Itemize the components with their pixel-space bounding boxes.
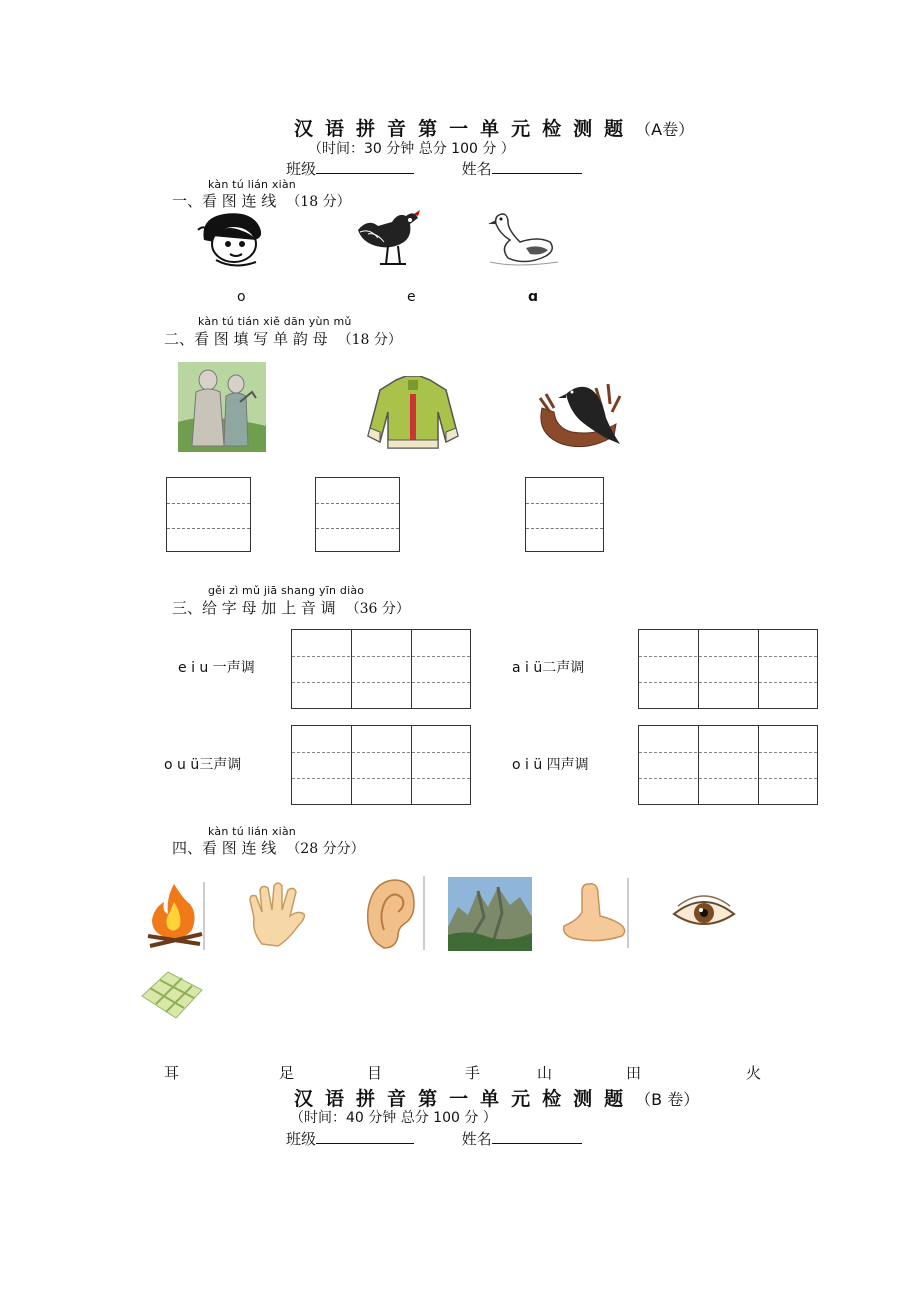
section1-score: （18 分）	[286, 194, 351, 210]
paper-a-tag: （A卷）	[635, 120, 695, 139]
section2-heading-text: 二、看 图 填 写 单 韵 母	[164, 330, 328, 348]
crow-nest-icon	[536, 378, 622, 452]
letter-a: ɑ	[528, 289, 539, 305]
paper-a-title-char: 测	[573, 118, 593, 140]
letter-e: e	[407, 289, 416, 305]
field-icon	[138, 966, 206, 1026]
section4-score: （28 分分）	[286, 841, 365, 857]
section2-heading	[164, 328, 402, 349]
tone-label-2: a i ü二声调	[512, 660, 585, 676]
section1-heading	[172, 190, 351, 211]
ear-icon	[358, 874, 426, 952]
fire-icon	[144, 880, 206, 952]
paper-a-class-field	[286, 158, 582, 179]
paper-b-title-char: 测	[573, 1088, 593, 1110]
jacket-icon	[366, 376, 460, 450]
paper-a-title-char: 音	[387, 118, 407, 140]
eye-icon	[670, 876, 738, 950]
paper-a-time-info: （时间：30 分钟 总分 100 分 ）	[308, 141, 515, 157]
section3-heading	[172, 597, 410, 618]
paper-a-title-char: 一	[449, 118, 469, 140]
paper-b-title-char: 检	[542, 1088, 562, 1110]
name-label-b: 姓名	[461, 1130, 492, 1148]
word-fire: 火	[746, 1064, 762, 1082]
mountain-icon	[448, 877, 532, 951]
word-eye: 目	[367, 1064, 383, 1082]
paper-b-title-char: 拼	[356, 1088, 376, 1110]
section2-pinyin: kàn tú tián xiě dān yùn mǔ	[198, 315, 352, 328]
section1-pinyin: kàn tú lián xiàn	[208, 178, 296, 191]
write-box-2[interactable]	[315, 477, 400, 552]
tone-grid-1[interactable]	[291, 629, 471, 709]
paper-b-class-field	[286, 1128, 582, 1149]
section1-heading-text: 一、看 图 连 线	[172, 192, 277, 210]
paper-b-title-char: 语	[325, 1088, 345, 1110]
paper-b-title-char: 一	[449, 1088, 469, 1110]
paper-a-title-char: 拼	[356, 118, 376, 140]
word-mountain: 山	[537, 1064, 553, 1082]
class-blank[interactable]	[316, 159, 414, 174]
section3-pinyin: gěi zì mǔ jiā shang yīn diào	[208, 584, 365, 597]
grandparents-icon	[178, 362, 266, 452]
paper-a-title-char: 第	[418, 118, 438, 140]
class-blank-b[interactable]	[316, 1129, 414, 1144]
rooster-icon	[348, 208, 428, 268]
goose-icon	[486, 208, 562, 268]
paper-a-title-char: 语	[325, 118, 345, 140]
name-label: 姓名	[461, 160, 492, 178]
tone-grid-2[interactable]	[638, 629, 818, 709]
section4-heading-text: 四、看 图 连 线	[172, 839, 277, 857]
section4-pinyin: kàn tú lián xiàn	[208, 825, 296, 838]
paper-a-title-char: 检	[542, 118, 562, 140]
name-blank[interactable]	[492, 159, 582, 174]
paper-a-title-char: 汉	[294, 118, 314, 140]
paper-b-title-char: 汉	[294, 1088, 314, 1110]
paper-a-title-char: 题	[604, 118, 624, 140]
class-label: 班级	[286, 160, 317, 178]
name-blank-b[interactable]	[492, 1129, 582, 1144]
girl-face-icon	[194, 210, 272, 268]
letter-o: o	[237, 289, 246, 305]
paper-b-title-char: 元	[511, 1088, 531, 1110]
tone-grid-3[interactable]	[291, 725, 471, 805]
paper-a-title-char: 单	[480, 118, 500, 140]
foot-icon	[558, 878, 630, 950]
tone-label-1: e i u 一声调	[178, 660, 255, 676]
paper-a-title-char: 元	[511, 118, 531, 140]
tone-grid-4[interactable]	[638, 725, 818, 805]
write-box-1[interactable]	[166, 477, 251, 552]
word-ear: 耳	[164, 1064, 180, 1082]
section4-heading	[172, 837, 365, 858]
paper-b-title-char: 第	[418, 1088, 438, 1110]
section3-heading-text: 三、给 字 母 加 上 音 调	[172, 599, 336, 617]
word-field: 田	[626, 1064, 642, 1082]
word-hand: 手	[465, 1064, 481, 1082]
paper-b-title-char: 音	[387, 1088, 407, 1110]
tone-label-3: o u ü三声调	[164, 757, 242, 773]
section2-score: （18 分）	[337, 332, 402, 348]
paper-b-title-char: 题	[604, 1088, 624, 1110]
hand-icon	[244, 878, 312, 950]
write-box-3[interactable]	[525, 477, 604, 552]
word-foot: 足	[279, 1064, 295, 1082]
tone-label-4: o i ü 四声调	[512, 757, 589, 773]
section3-score: （36 分）	[345, 601, 410, 617]
paper-b-title-char: 单	[480, 1088, 500, 1110]
paper-b-tag: （B 卷）	[635, 1090, 700, 1109]
paper-a-title	[294, 114, 694, 141]
class-label-b: 班级	[286, 1130, 317, 1148]
paper-b-time-info: （时间：40 分钟 总分 100 分 ）	[290, 1110, 497, 1126]
